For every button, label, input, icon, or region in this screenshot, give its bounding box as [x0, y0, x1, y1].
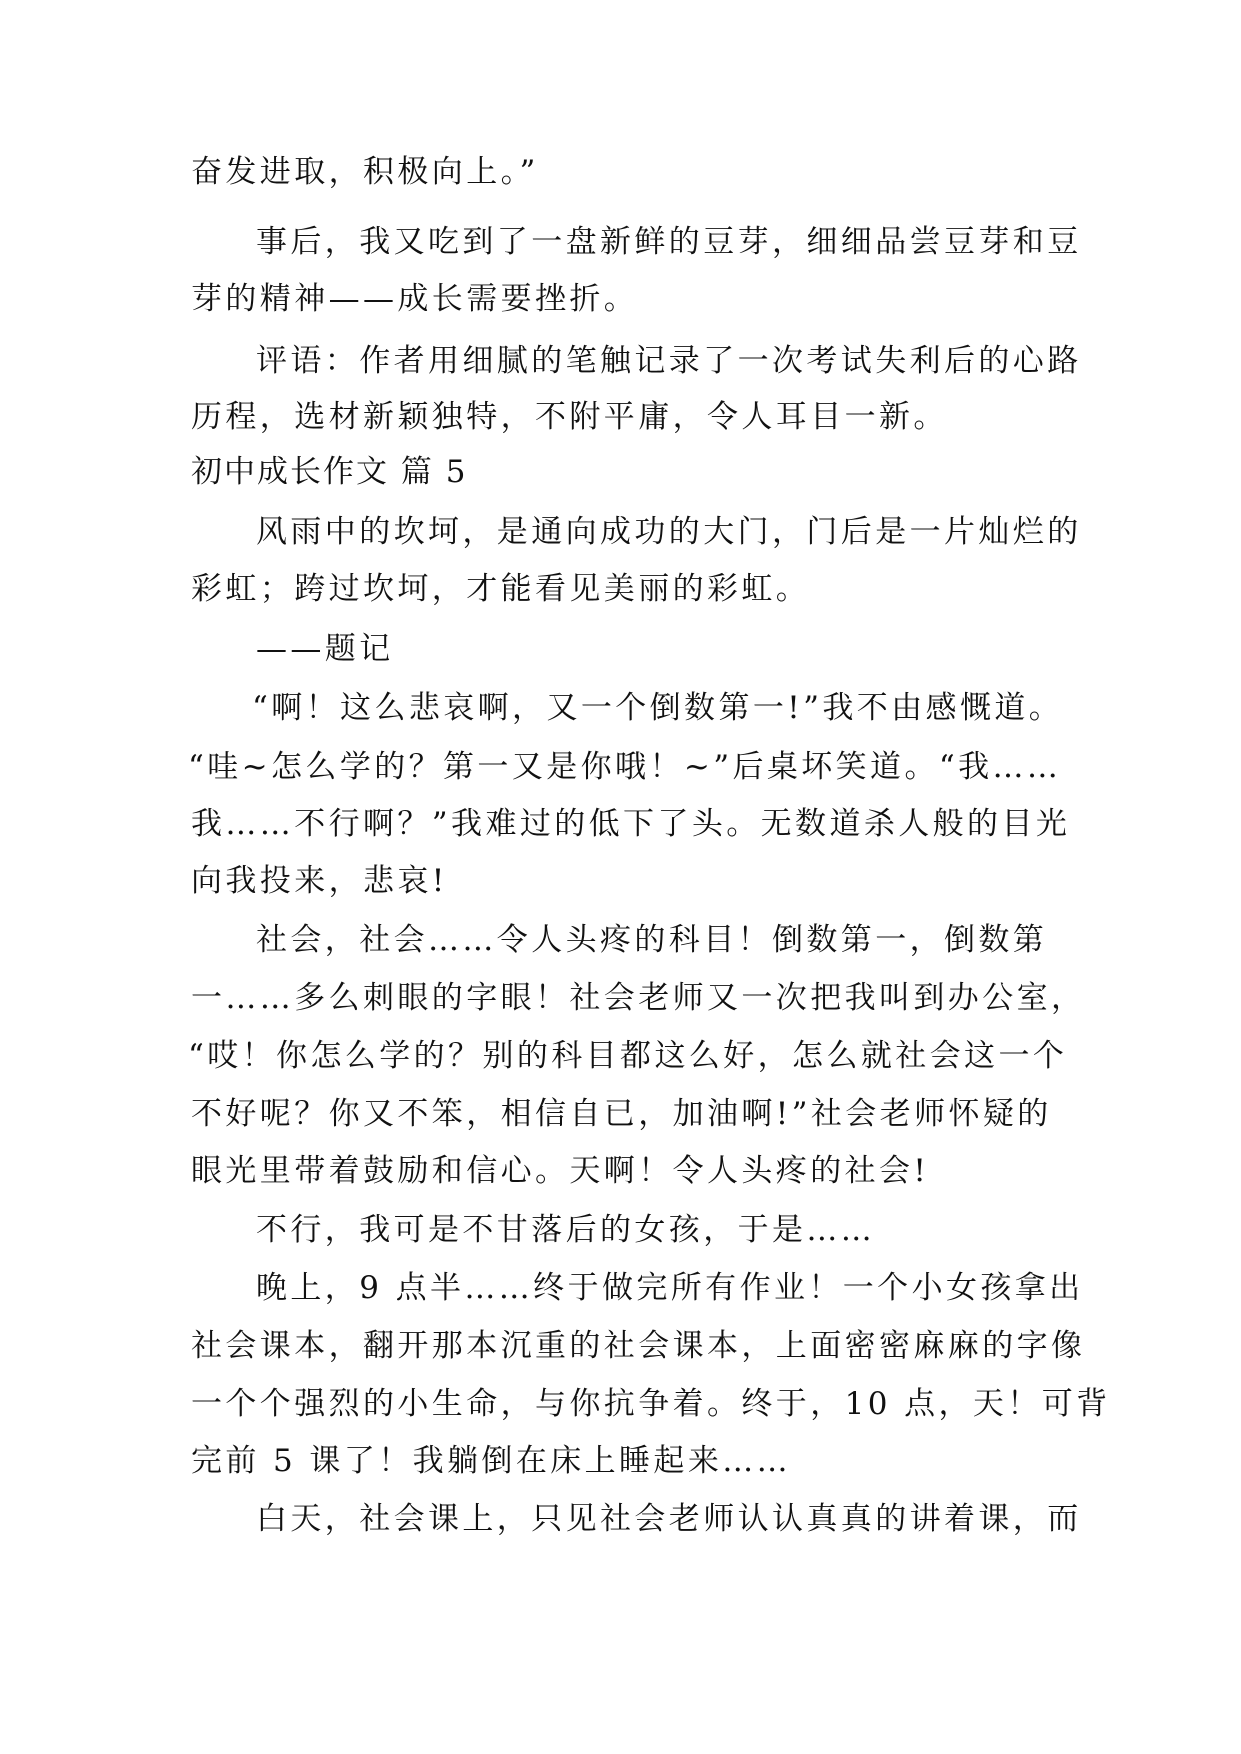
- text-line-14: 社会，社会……令人头疼的科目！倒数第一，倒数第: [256, 922, 1048, 958]
- text-line-5: 历程，选材新颖独特，不附平庸，令人耳目一新。: [191, 399, 948, 435]
- text-line-16: “哎！你怎么学的？别的科目都这么好，怎么就社会这一个: [188, 1038, 1068, 1074]
- text-line-12: 我……不行啊？”我难过的低下了头。无数道杀人般的目光: [191, 806, 1071, 842]
- text-line-18: 眼光里带着鼓励和信心。天啊！令人头疼的社会!: [191, 1153, 930, 1189]
- text-line-8: 彩虹；跨过坎坷，才能看见美丽的彩虹。: [191, 571, 811, 607]
- text-line-7: 风雨中的坎坷，是通向成功的大门，门后是一片灿烂的: [256, 514, 1082, 550]
- text-line-11: “哇~怎么学的？第一又是你哦！~”后桌坏笑道。“我……: [188, 749, 1062, 785]
- text-line-22: 一个个强烈的小生命，与你抗争着。终于，10 点，天！可背: [191, 1386, 1111, 1422]
- text-line-20: 晚上，9 点半……终于做完所有作业！一个小女孩拿出: [256, 1270, 1084, 1306]
- text-line-13: 向我投来，悲哀!: [191, 863, 448, 899]
- text-line-1: 奋发进取，积极向上。”: [191, 154, 539, 190]
- text-line-24: 白天，社会课上，只见社会老师认认真真的讲着课，而: [256, 1501, 1082, 1537]
- text-line-15: 一……多么刺眼的字眼！社会老师又一次把我叫到办公室，: [191, 980, 1086, 1016]
- section-heading: 初中成长作文 篇 5: [191, 454, 468, 490]
- text-line-3: 芽的精神——成长需要挫折。: [191, 281, 639, 317]
- text-line-2: 事后，我又吃到了一盘新鲜的豆芽，细细品尝豆芽和豆: [256, 224, 1082, 260]
- text-line-19: 不行，我可是不甘落后的女孩，于是……: [256, 1212, 876, 1248]
- text-line-21: 社会课本，翻开那本沉重的社会课本，上面密密麻麻的字像: [191, 1328, 1086, 1364]
- text-line-17: 不好呢？你又不笨，相信自已，加油啊!”社会老师怀疑的: [191, 1096, 1052, 1132]
- epigraph-attribution: ——题记: [256, 631, 394, 667]
- text-line-4: 评语：作者用细腻的笔触记录了一次考试失利后的心路: [256, 343, 1082, 379]
- text-line-23: 完前 5 课了！我躺倒在床上睡起来……: [191, 1443, 792, 1479]
- text-line-10: “啊！这么悲哀啊，又一个倒数第一!”我不由感慨道。: [252, 690, 1064, 726]
